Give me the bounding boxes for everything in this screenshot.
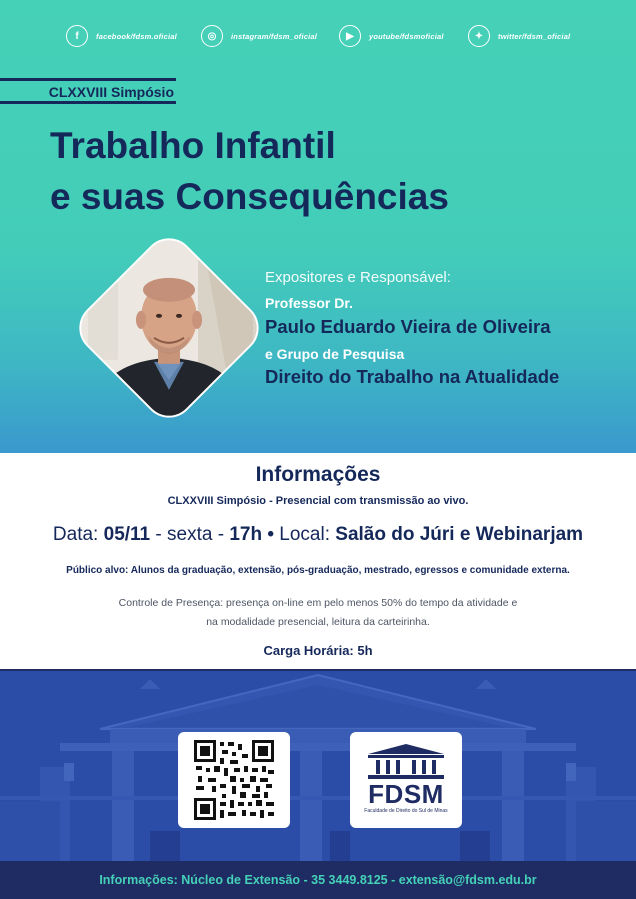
qr-code-card[interactable] — [178, 732, 290, 828]
info-title: Informações — [255, 463, 381, 486]
instagram-icon: ◎ — [201, 25, 223, 47]
symposium-tag-label: CLXXVIII Simpósio — [48, 84, 174, 100]
speaker-role: Professor Dr. — [265, 295, 353, 311]
social-twitter-label: twitter/fdsm_oficial — [498, 31, 571, 41]
date-separator-1: - — [150, 524, 168, 545]
attendance-control — [0, 594, 636, 632]
symposium-tag — [0, 78, 176, 104]
footer-contact: Informações: Núcleo de Extensão - 35 3449.8125 - extensão@fdsm.edu.br — [0, 861, 636, 899]
speakers-label: Expositores e Responsável: — [265, 269, 451, 286]
location-label: Local: — [279, 524, 330, 545]
fdsm-logo-card — [350, 732, 462, 828]
bullet-separator: • — [262, 524, 280, 545]
event-title-line-2: e suas Consequências — [50, 176, 449, 217]
info-subtitle: CLXXVIII Simpósio - Presencial com transmissão ao vivo. — [167, 495, 469, 507]
speaker-name: Paulo Eduardo Vieira de Oliveira — [265, 316, 551, 337]
social-facebook-label: facebook/fdsm.oficial — [96, 31, 177, 41]
social-instagram-label: instagram/fdsm_oficial — [231, 31, 318, 41]
social-youtube[interactable] — [339, 24, 444, 48]
speaker-photo — [69, 228, 270, 429]
research-group-name: Direito do Trabalho na Atualidade — [265, 366, 560, 387]
social-bar — [0, 24, 636, 48]
logo-subtitle: Faculdade de Direito do Sul de Minas — [364, 808, 448, 814]
event-time: 17h — [229, 524, 263, 545]
date-label: Data: — [52, 524, 99, 545]
social-twitter[interactable] — [468, 24, 570, 48]
qr-code-icon — [194, 740, 274, 820]
workload: Carga Horária: 5h — [263, 643, 373, 658]
building-section — [0, 669, 636, 861]
speakers-block — [265, 269, 560, 387]
twitter-icon: ✦ — [468, 25, 490, 47]
social-facebook[interactable] — [66, 24, 177, 48]
attendance-line-1: Controle de Presença: presença on-line em pelo menos 50% do tempo da atividade e — [118, 597, 518, 609]
social-instagram[interactable] — [201, 24, 317, 48]
building-facade-icon — [0, 671, 636, 861]
event-title-line-1: Trabalho Infantil — [50, 125, 336, 166]
location-value: Salão do Júri e Webinarjam — [335, 524, 584, 545]
institution-building-icon — [364, 742, 448, 780]
speaker-portrait-icon — [69, 230, 270, 429]
youtube-icon: ▶ — [339, 25, 361, 47]
event-title — [50, 120, 610, 222]
target-audience: Público alvo: Alunos da graduação, extensão, pós-graduação, mestrado, egressos e comunidade externa. — [66, 565, 570, 576]
attendance-line-2: na modalidade presencial, leitura da carteirinha. — [206, 616, 430, 628]
date-separator-2: - — [212, 524, 230, 545]
weekday: sexta — [167, 524, 213, 545]
research-group-label: e Grupo de Pesquisa — [265, 346, 405, 362]
date-value: 05/11 — [103, 524, 151, 545]
info-section — [0, 453, 636, 669]
facebook-icon: f — [66, 25, 88, 47]
logo-wordmark: FDSM — [368, 779, 444, 809]
date-location-line — [0, 524, 636, 546]
social-youtube-label: youtube/fdsmoficial — [369, 31, 444, 41]
